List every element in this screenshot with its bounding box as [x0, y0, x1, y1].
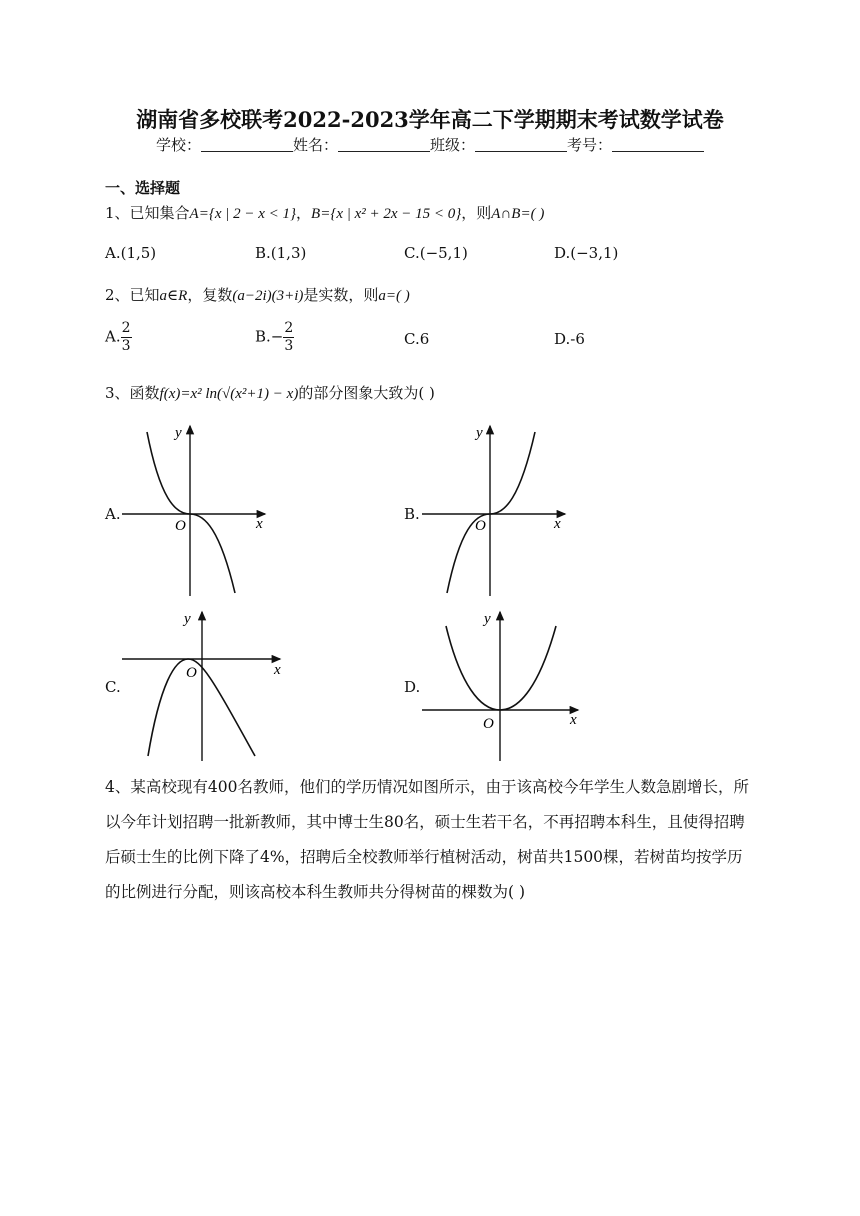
- exam-no-label: 考号：: [567, 136, 613, 154]
- x-label: x: [256, 516, 263, 532]
- curve: [147, 432, 235, 593]
- name-label: 姓名：: [292, 136, 338, 154]
- q2-condition: a∈R: [159, 288, 188, 304]
- denominator: 3: [121, 338, 131, 354]
- name-blank: [338, 137, 430, 152]
- class-blank: [475, 137, 567, 152]
- exam-no-blank: [612, 137, 704, 152]
- q3-option-d[interactable]: D.: [404, 678, 421, 696]
- curve: [446, 626, 556, 710]
- q3-graph-d: [420, 604, 585, 764]
- q3-function: f(x)=x² ln(√(x²+1) − x): [159, 386, 299, 402]
- school-label: 学校：: [155, 136, 201, 154]
- q1-expr: A∩B=( ): [491, 206, 545, 222]
- class-label: 班级：: [430, 136, 476, 154]
- q2-option-a[interactable]: [105, 320, 132, 355]
- q2-option-d[interactable]: D.-6: [554, 330, 585, 348]
- q2-option-a-label: A.: [105, 327, 121, 346]
- y-label: y: [175, 425, 182, 441]
- q2-option-b[interactable]: [255, 320, 294, 355]
- curve: [447, 432, 535, 593]
- y-label: y: [184, 611, 191, 627]
- origin-label: O: [475, 518, 486, 534]
- numerator: 2: [284, 320, 294, 336]
- numerator: 2: [121, 320, 131, 336]
- origin-label: O: [175, 518, 186, 534]
- q3-option-b[interactable]: B.: [404, 505, 420, 523]
- q1-set-a: A={x | 2 − x < 1}: [189, 206, 297, 222]
- denominator: 3: [284, 338, 294, 354]
- origin-label: O: [483, 716, 494, 732]
- q3-option-a[interactable]: A.: [105, 505, 121, 523]
- question-2: [105, 284, 410, 305]
- q3-graph-c: [120, 604, 295, 764]
- q3-suffix: 的部分图象大致为( ): [298, 384, 435, 402]
- x-label: x: [570, 712, 577, 728]
- x-label: x: [274, 662, 281, 678]
- page-title: 湖南省多校联考2022-2023学年高二下学期期末考试数学试卷: [136, 107, 724, 132]
- q2-option-b-fraction: [283, 320, 294, 355]
- school-blank: [201, 137, 293, 152]
- x-label: x: [554, 516, 561, 532]
- q1-option-b[interactable]: B.(1,3): [255, 244, 307, 262]
- y-label: y: [484, 611, 491, 627]
- q2-expr: (a−2i)(3+i): [232, 288, 304, 304]
- q1-set-b: B={x | x² + 2x − 15 < 0}: [311, 206, 462, 222]
- q2-prefix: 2、已知: [105, 286, 160, 304]
- question-3: [105, 382, 435, 403]
- y-label: y: [476, 425, 483, 441]
- q2-option-a-fraction: [121, 320, 132, 355]
- question-4: 4、某高校现有400名教师，他们的学历情况如图所示，由于该高校今年学生人数急剧增长，所以今年计划招聘一批新教师，其中博士生80名，硕士生若干名，不再招聘本科生，且使得招聘后硕士生的比例下降了4%，招聘后全校教师举行植树活动，树苗共1500棵，若树苗均按学历的比例进行分配，则该高校本科生教师共分得树苗的棵数为( ): [105, 778, 749, 901]
- question-1: [105, 202, 544, 223]
- q3-prefix: 3、函数: [105, 384, 160, 402]
- section-title: 一、选择题: [105, 179, 181, 197]
- q1-option-d[interactable]: D.(−3,1): [554, 244, 619, 262]
- q3-option-c[interactable]: C.: [105, 678, 121, 696]
- q1-option-c[interactable]: C.(−5,1): [404, 244, 468, 262]
- q3-graph-b: [420, 418, 580, 598]
- student-info-line: [0, 134, 860, 155]
- q1-then: ，则: [461, 204, 492, 222]
- q2-mid: ，复数: [187, 286, 233, 304]
- q1-option-a[interactable]: A.(1,5): [105, 244, 157, 262]
- q2-option-c[interactable]: C.6: [404, 330, 430, 348]
- q3-graph-a: [120, 418, 280, 598]
- q1-prefix: 1、已知集合: [105, 204, 190, 222]
- q2-ask: a=( ): [378, 288, 410, 304]
- q2-option-b-label: B.−: [255, 327, 284, 346]
- q1-comma: ，: [296, 204, 312, 222]
- origin-label: O: [186, 665, 197, 681]
- q2-suffix: 是实数，则: [303, 286, 379, 304]
